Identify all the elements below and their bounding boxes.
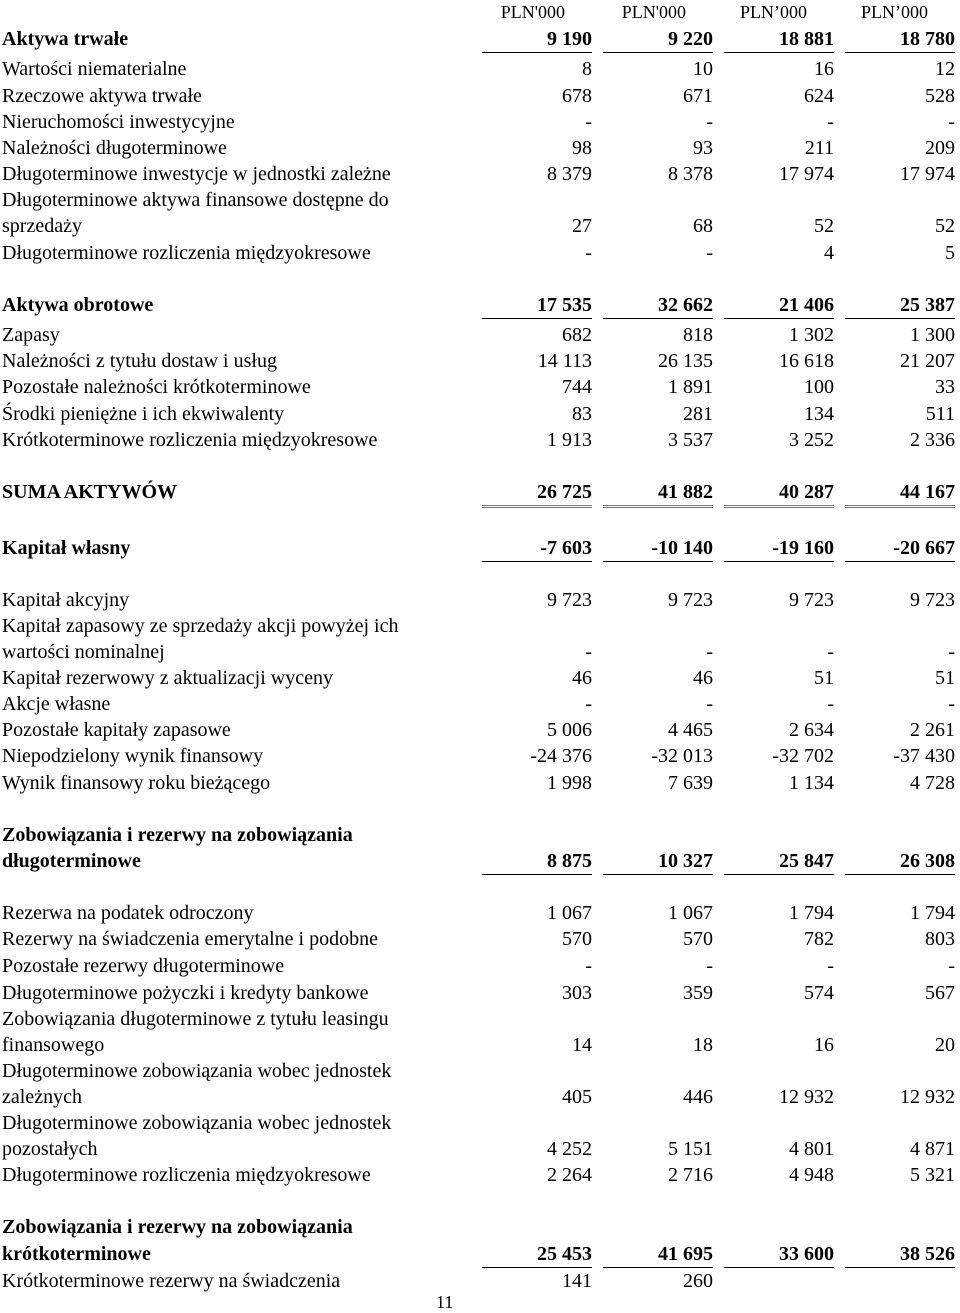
- row-label: Kapitał własny: [2, 537, 131, 559]
- table-row: [0, 1214, 960, 1240]
- row-value-col2: 18: [693, 1034, 713, 1056]
- table-row: [0, 535, 960, 561]
- row-value-col2: 359: [683, 982, 713, 1004]
- row-label: Rezerwy na świadczenia emerytalne i podobne: [2, 928, 378, 950]
- row-value-col2: 2 716: [668, 1164, 713, 1186]
- row-value-col2: -10 140: [603, 535, 713, 562]
- row-value-col2: 281: [683, 403, 713, 425]
- row-value-col2: 5 151: [668, 1138, 713, 1160]
- row-value-col3: 1 302: [789, 324, 834, 346]
- row-value-col1: 26 725: [482, 479, 592, 508]
- row-value-col1: 678: [562, 85, 592, 107]
- table-row: [0, 587, 960, 613]
- row-label: Rzeczowe aktywa trwałe: [2, 85, 202, 107]
- row-value-col1: 405: [562, 1086, 592, 1108]
- row-value-col3: 1 794: [789, 902, 834, 924]
- row-label: zależnych: [2, 1086, 82, 1108]
- row-value-col2: 32 662: [603, 292, 713, 319]
- row-value-col1: 141: [562, 1270, 592, 1292]
- column-header-4: PLN’000: [861, 2, 928, 22]
- row-value-col4: -20 667: [845, 535, 955, 562]
- row-value-col1: -7 603: [482, 535, 592, 562]
- row-value-col4: -: [948, 111, 955, 133]
- row-value-col4: 25 387: [845, 292, 955, 319]
- row-value-col3: 40 287: [724, 479, 834, 508]
- row-value-col1: 98: [572, 137, 592, 159]
- row-value-col4: 2 261: [910, 719, 955, 741]
- table-row: [0, 479, 960, 505]
- row-value-col2: -: [706, 641, 713, 663]
- row-value-col3: 18 881: [724, 26, 834, 53]
- row-label: Zapasy: [2, 324, 60, 346]
- row-value-col1: 8 379: [547, 163, 592, 185]
- row-value-col3: 134: [804, 403, 834, 425]
- row-value-col1: -: [585, 111, 592, 133]
- row-value-col3: 12 932: [779, 1086, 834, 1108]
- row-value-col2: 10: [693, 58, 713, 80]
- row-value-col3: -19 160: [724, 535, 834, 562]
- row-value-col1: 8 875: [482, 848, 592, 875]
- row-value-col2: 7 639: [668, 772, 713, 794]
- row-value-col3: 624: [804, 85, 834, 107]
- row-value-col4: 44 167: [845, 479, 955, 508]
- row-label: Wartości niematerialne: [2, 58, 187, 80]
- table-row: [0, 691, 960, 717]
- row-value-col4: 20: [935, 1034, 955, 1056]
- row-value-col4: 18 780: [845, 26, 955, 53]
- row-label: Aktywa obrotowe: [2, 294, 154, 316]
- row-value-col3: 9 723: [789, 589, 834, 611]
- row-value-col1: -: [585, 955, 592, 977]
- table-row: [0, 613, 960, 639]
- row-value-col3: 17 974: [779, 163, 834, 185]
- row-value-col1: 83: [572, 403, 592, 425]
- row-value-col4: 5: [945, 242, 955, 264]
- table-row: [0, 292, 960, 318]
- row-value-col3: 16: [814, 1034, 834, 1056]
- row-value-col1: -: [585, 693, 592, 715]
- table-row: [0, 1084, 960, 1110]
- row-value-col2: 9 723: [668, 589, 713, 611]
- row-value-col4: 528: [925, 85, 955, 107]
- row-label: Niepodzielony wynik finansowy: [2, 745, 264, 767]
- row-value-col2: -: [706, 242, 713, 264]
- table-row: [0, 109, 960, 135]
- row-label: wartości nominalnej: [2, 641, 165, 663]
- row-value-col4: -: [948, 955, 955, 977]
- row-value-col1: 14 113: [537, 350, 592, 372]
- row-value-col4: 52: [935, 215, 955, 237]
- row-value-col1: 1 998: [547, 772, 592, 794]
- column-header-1: PLN'000: [500, 2, 565, 22]
- row-value-col2: 818: [683, 324, 713, 346]
- table-row: [0, 848, 960, 874]
- table-row: [0, 240, 960, 266]
- row-value-col1: -24 376: [530, 745, 592, 767]
- table-row: [0, 427, 960, 453]
- row-value-col3: -: [827, 641, 834, 663]
- row-value-col4: 21 207: [900, 350, 955, 372]
- row-value-col4: 5 321: [910, 1164, 955, 1186]
- row-label: Krótkoterminowe rezerwy na świadczenia: [2, 1270, 341, 1292]
- table-row: [0, 770, 960, 796]
- row-value-col3: 4 948: [789, 1164, 834, 1186]
- row-value-col1: 25 453: [482, 1241, 592, 1268]
- row-value-col3: 2 634: [789, 719, 834, 741]
- row-value-col1: 27: [572, 215, 592, 237]
- table-row: [0, 374, 960, 400]
- row-label: Zobowiązania długoterminowe z tytułu leasingu: [2, 1008, 389, 1030]
- row-label: Długoterminowe zobowiązania wobec jednostek: [2, 1060, 392, 1082]
- row-value-col2: 3 537: [668, 429, 713, 451]
- row-value-col4: 803: [925, 928, 955, 950]
- row-label: Wynik finansowy roku bieżącego: [2, 772, 271, 794]
- row-value-col2: 41 695: [603, 1241, 713, 1268]
- row-value-col1: 9 190: [482, 26, 592, 53]
- row-value-col3: 52: [814, 215, 834, 237]
- page-number: 11: [436, 1292, 454, 1312]
- row-value-col4: 2 336: [910, 429, 955, 451]
- row-value-col1: 570: [562, 928, 592, 950]
- row-value-col2: 570: [683, 928, 713, 950]
- row-label: Należności z tytułu dostaw i usług: [2, 350, 277, 372]
- table-row: [0, 980, 960, 1006]
- row-value-col3: 21 406: [724, 292, 834, 319]
- row-value-col2: 10 327: [603, 848, 713, 875]
- row-value-col3: -32 702: [772, 745, 834, 767]
- row-value-col1: 4 252: [547, 1138, 592, 1160]
- row-value-col2: 671: [683, 85, 713, 107]
- row-value-col3: 33 600: [724, 1241, 834, 1268]
- table-row: [0, 1268, 960, 1294]
- table-row: [0, 743, 960, 769]
- row-label: Długoterminowe rozliczenia międzyokresowe: [2, 242, 371, 264]
- table-row: [0, 135, 960, 161]
- row-value-col1: 744: [562, 376, 592, 398]
- row-label: Długoterminowe zobowiązania wobec jednostek: [2, 1112, 392, 1134]
- row-value-col1: -: [585, 641, 592, 663]
- table-row: [0, 26, 960, 52]
- table-row: [0, 1058, 960, 1084]
- row-value-col3: 16 618: [779, 350, 834, 372]
- row-value-col1: 14: [572, 1034, 592, 1056]
- row-value-col1: 17 535: [482, 292, 592, 319]
- row-label: Zobowiązania i rezerwy na zobowiązania: [2, 824, 353, 846]
- row-label: Akcje własne: [2, 693, 111, 715]
- row-value-col4: 12: [935, 58, 955, 80]
- table-row: [0, 1110, 960, 1136]
- row-label: finansowego: [2, 1034, 105, 1056]
- row-value-col2: 8 378: [668, 163, 713, 185]
- row-value-col3: -: [827, 693, 834, 715]
- row-value-col3: 25 847: [724, 848, 834, 875]
- row-value-col4: 511: [925, 403, 955, 425]
- row-value-col3: -: [827, 111, 834, 133]
- row-value-col4: 51: [935, 667, 955, 689]
- row-value-col4: 4 728: [910, 772, 955, 794]
- table-row: [0, 1162, 960, 1188]
- row-value-col1: 2 264: [547, 1164, 592, 1186]
- row-value-col3: -: [827, 955, 834, 977]
- row-value-col2: 1 067: [668, 902, 713, 924]
- row-value-col4: 38 526: [845, 1241, 955, 1268]
- row-value-col4: 33: [935, 376, 955, 398]
- row-value-col4: 1 300: [910, 324, 955, 346]
- row-label: Krótkoterminowe rozliczenia międzyokresowe: [2, 429, 378, 451]
- row-value-col2: -: [706, 955, 713, 977]
- row-label: Aktywa trwałe: [2, 28, 129, 50]
- row-label: Kapitał akcyjny: [2, 589, 130, 611]
- row-value-col3: 51: [814, 667, 834, 689]
- row-label: Należności długoterminowe: [2, 137, 227, 159]
- row-value-col2: 46: [693, 667, 713, 689]
- row-label: Nieruchomości inwestycyjne: [2, 111, 235, 133]
- table-row: [0, 161, 960, 187]
- row-value-col4: -: [948, 641, 955, 663]
- row-value-col3: 574: [804, 982, 834, 1004]
- row-value-col3: 3 252: [789, 429, 834, 451]
- row-value-col3: 4: [824, 242, 834, 264]
- row-label: Pozostałe rezerwy długoterminowe: [2, 955, 285, 977]
- column-header-row: [0, 0, 960, 26]
- row-value-col4: -37 430: [893, 745, 955, 767]
- row-value-col1: 682: [562, 324, 592, 346]
- row-value-col2: -: [706, 111, 713, 133]
- row-value-col4: 567: [925, 982, 955, 1004]
- row-value-col4: -: [948, 693, 955, 715]
- row-value-col4: 17 974: [900, 163, 955, 185]
- row-value-col2: -: [706, 693, 713, 715]
- row-label: pozostałych: [2, 1138, 98, 1160]
- row-value-col3: 211: [804, 137, 834, 159]
- row-value-col1: -: [585, 242, 592, 264]
- row-value-col2: 68: [693, 215, 713, 237]
- row-label: Długoterminowe aktywa finansowe dostępne do: [2, 189, 389, 211]
- row-label: Kapitał zapasowy ze sprzedaży akcji powyżej ich: [2, 615, 399, 637]
- row-value-col2: 260: [683, 1270, 713, 1292]
- row-value-col3: 16: [814, 58, 834, 80]
- table-row: [0, 348, 960, 374]
- row-value-col2: 9 220: [603, 26, 713, 53]
- row-label: Długoterminowe rozliczenia międzyokresowe: [2, 1164, 371, 1186]
- row-value-col4: 209: [925, 137, 955, 159]
- table-row: [0, 639, 960, 665]
- table-row: [0, 926, 960, 952]
- column-header-2: PLN'000: [621, 2, 686, 22]
- table-row: [0, 717, 960, 743]
- table-row: [0, 665, 960, 691]
- row-value-col4: 4 871: [910, 1138, 955, 1160]
- row-value-col1: 303: [562, 982, 592, 1004]
- row-value-col2: 41 882: [603, 479, 713, 508]
- row-value-col1: 9 723: [547, 589, 592, 611]
- row-value-col3: 4 801: [789, 1138, 834, 1160]
- row-value-col1: 1 913: [547, 429, 592, 451]
- row-value-col3: 782: [804, 928, 834, 950]
- row-value-col2: 93: [693, 137, 713, 159]
- row-value-col2: 446: [683, 1086, 713, 1108]
- row-value-col1: 8: [582, 58, 592, 80]
- table-row: [0, 213, 960, 239]
- row-value-col1: 46: [572, 667, 592, 689]
- row-value-col3: 1 134: [789, 772, 834, 794]
- row-value-col1: 1 067: [547, 902, 592, 924]
- table-row: [0, 322, 960, 348]
- table-row: [0, 953, 960, 979]
- table-row: [0, 83, 960, 109]
- row-value-col2: -32 013: [651, 745, 713, 767]
- table-row: [0, 187, 960, 213]
- row-label: długoterminowe: [2, 850, 141, 872]
- table-row: [0, 822, 960, 848]
- row-value-col3: 100: [804, 376, 834, 398]
- table-row: [0, 900, 960, 926]
- table-row: [0, 1006, 960, 1032]
- row-label: Środki pieniężne i ich ekwiwalenty: [2, 403, 285, 425]
- row-value-col4: 9 723: [910, 589, 955, 611]
- row-value-col2: 4 465: [668, 719, 713, 741]
- row-label: Pozostałe należności krótkoterminowe: [2, 376, 311, 398]
- table-row: [0, 56, 960, 82]
- table-row: [0, 1032, 960, 1058]
- row-value-col2: 1 891: [668, 376, 713, 398]
- table-row: [0, 401, 960, 427]
- table-row: [0, 1241, 960, 1267]
- row-label: Długoterminowe inwestycje w jednostki zależne: [2, 163, 391, 185]
- column-header-3: PLN’000: [740, 2, 807, 22]
- row-label: Kapitał rezerwowy z aktualizacji wyceny: [2, 667, 333, 689]
- row-label: Długoterminowe pożyczki i kredyty bankowe: [2, 982, 369, 1004]
- row-label: Pozostałe kapitały zapasowe: [2, 719, 231, 741]
- row-label: sprzedaży: [2, 215, 82, 237]
- row-value-col1: 5 006: [547, 719, 592, 741]
- row-label: krótkoterminowe: [2, 1243, 151, 1265]
- row-label: Rezerwa na podatek odroczony: [2, 902, 254, 924]
- table-row: [0, 1136, 960, 1162]
- row-value-col4: 12 932: [900, 1086, 955, 1108]
- row-value-col4: 26 308: [845, 848, 955, 875]
- row-value-col2: 26 135: [658, 350, 713, 372]
- row-label: Zobowiązania i rezerwy na zobowiązania: [2, 1216, 353, 1238]
- row-value-col4: 1 794: [910, 902, 955, 924]
- row-label: SUMA AKTYWÓW: [2, 481, 178, 503]
